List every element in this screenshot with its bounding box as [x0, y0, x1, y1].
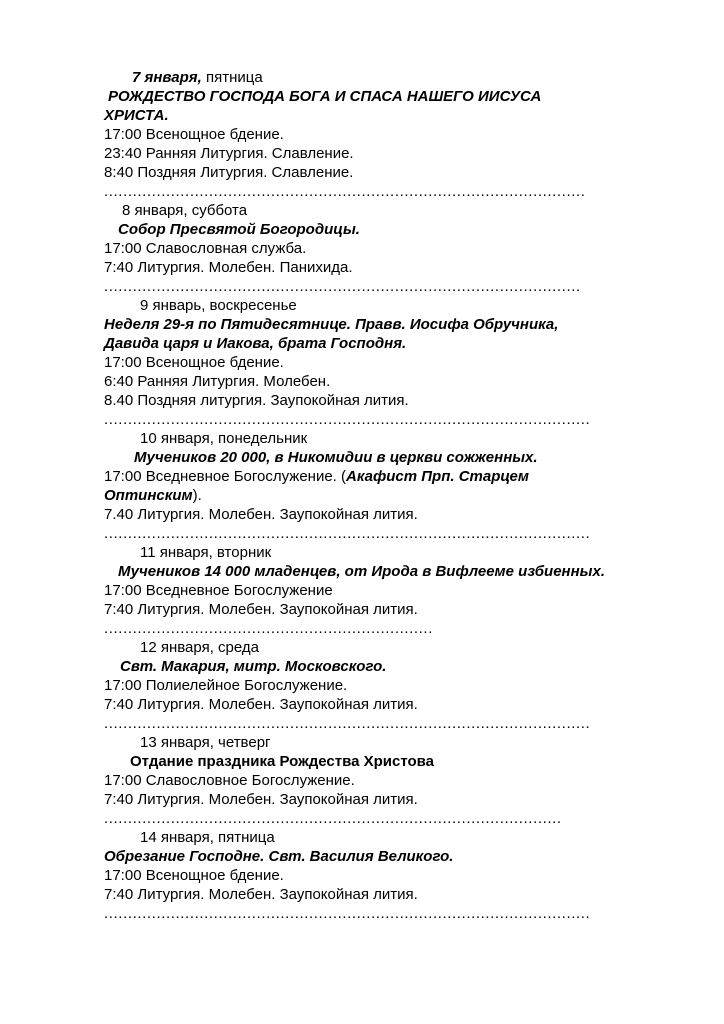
day-heading: 10 января, понедельник [140, 430, 308, 447]
service-entry: 17:00 Всенощное бдение. [104, 126, 284, 143]
feast-title: Свт. Макария, митр. Московского. [120, 658, 387, 675]
day-block [104, 733, 704, 828]
separator-line: .................................................................................................... [104, 278, 581, 295]
akathist-title: Акафист Прп. Старцем [346, 468, 529, 485]
schedule-page [104, 68, 704, 923]
service-entry: 23:40 Ранняя Литургия. Славление. [104, 145, 354, 162]
day-block [104, 68, 704, 201]
day-heading: 9 январь, воскресенье [140, 297, 297, 314]
separator-line: ...................................................................................................... [104, 525, 591, 542]
feast-title: ХРИСТА. [104, 107, 169, 124]
day-heading [104, 68, 704, 87]
day-block [104, 638, 704, 733]
service-entry: 17:00 Славословное Богослужение. [104, 772, 355, 789]
separator-line: ..................................................................... [104, 620, 433, 637]
service-entry: 17:00 Всенощное бдение. [104, 354, 284, 371]
akathist-title: Оптинским [104, 487, 193, 504]
service-entry [104, 486, 704, 505]
day-heading: 13 января, четверг [140, 734, 271, 751]
service-entry: 8:40 Поздняя Литургия. Славление. [104, 164, 354, 181]
service-entry: 17:00 Всенощное бдение. [104, 867, 284, 884]
separator-line: ...................................................................................................... [104, 715, 591, 732]
day-block [104, 201, 704, 296]
feast-title: Отдание праздника Рождества Христова [130, 753, 435, 770]
day-heading: 12 января, среда [140, 639, 259, 656]
separator-line: ................................................................................................ [104, 810, 562, 827]
feast-title: РОЖДЕСТВО ГОСПОДА БОГА И СПАСА НАШЕГО ИИСУСА [108, 88, 542, 105]
service-entry: 7:40 Литургия. Молебен. Заупокойная лития. [104, 601, 418, 618]
feast-title: Собор Пресвятой Богородицы. [118, 221, 360, 238]
service-text: ). [192, 487, 202, 504]
feast-title: Обрезание Господне. Свт. Василия Великого. [104, 848, 454, 865]
service-entry: 17:00 Вседневное Богослужение [104, 582, 333, 599]
service-entry [104, 467, 704, 486]
service-entry: 7:40 Литургия. Молебен. Заупокойная лития. [104, 696, 418, 713]
day-heading: 14 января, пятница [140, 829, 275, 846]
feast-title: Неделя 29-я по Пятидесятнице. Правв. Иосифа Обручника, [104, 316, 559, 333]
service-entry: 7:40 Литургия. Молебен. Заупокойная лития. [104, 791, 418, 808]
feast-title: Мучеников 14 000 младенцев, от Ирода в Вифлееме избиенных. [118, 563, 606, 580]
separator-line: ..................................................................................................... [104, 183, 586, 200]
separator-line: ...................................................................................................... [104, 905, 591, 922]
day-date: 7 января, [132, 69, 202, 86]
day-heading: 11 января, вторник [140, 544, 272, 561]
service-entry: 7:40 Литургия. Молебен. Заупокойная лития. [104, 886, 418, 903]
service-text: 17:00 Вседневное Богослужение. ( [104, 468, 347, 485]
service-entry: 6:40 Ранняя Литургия. Молебен. [104, 373, 331, 390]
feast-title: Давида царя и Иакова, брата Господня. [104, 335, 407, 352]
service-entry: 7:40 Литургия. Молебен. Панихида. [104, 259, 353, 276]
service-entry: 17:00 Славословная служба. [104, 240, 307, 257]
service-entry: 7.40 Литургия. Молебен. Заупокойная лития. [104, 506, 418, 523]
day-block [104, 429, 704, 543]
service-entry: 8.40 Поздняя литургия. Заупокойная лития. [104, 392, 409, 409]
day-block [104, 543, 704, 638]
service-entry: 17:00 Полиелейное Богослужение. [104, 677, 348, 694]
separator-line: ...................................................................................................... [104, 411, 591, 428]
day-block [104, 296, 704, 429]
day-block [104, 828, 704, 923]
feast-title: Мучеников 20 000, в Никомидии в церкви сожженных. [134, 449, 538, 466]
day-heading: 8 января, суббота [122, 202, 248, 219]
day-weekday: пятница [201, 69, 263, 86]
